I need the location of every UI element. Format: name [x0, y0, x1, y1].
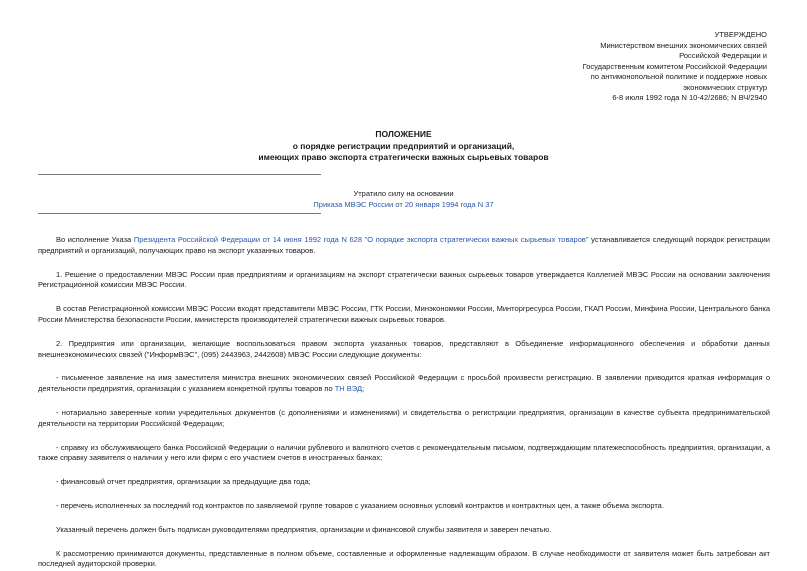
paragraph-2: 1. Решение о предоставлении МВЭС России прав предприятиям и организациям на экспорт стратегически важных сырьевых товаров утверждается Коллегией МВЭС России на основании заключения Регистрационной комиссии МВЭС России. — [38, 269, 770, 290]
paragraph-text: - письменное заявление на имя заместителя министра внешних экономических связей Российской Федерации с просьбой произвести регистрацию. В заявлении приводится краткая информация о деятельности предприятия, организации с указанием конкретной группы товаров по — [38, 373, 770, 394]
document-title — [0, 129, 807, 164]
paragraph-7: - справку из обслуживающего банка Российской Федерации о наличии рублевого и валютного счетов с рекомендательным письмом, подтверждающим платежеспособность предприятия, организации, а также справку заявителя о наличии у него или фирм с его участием счетов в иностранных банках; — [38, 442, 770, 463]
approval-line: экономических структур — [683, 82, 767, 92]
document-body — [38, 235, 770, 570]
approval-title: УТВЕРЖДЕНО — [714, 30, 767, 39]
decree-link[interactable]: Президента Российской Федерации от 14 июня 1992 года N 628 "О порядке экспорта стратегически важных сырьевых товаров" — [133, 235, 589, 244]
paragraph-text: ; — [362, 384, 365, 394]
approval-line: Российской Федерации и — [679, 51, 767, 60]
title-line-1: ПОЛОЖЕНИЕ — [375, 129, 432, 139]
divider-bottom — [38, 213, 321, 214]
approval-block — [547, 30, 767, 104]
approval-line: по антимонопольной политике и поддержке новых — [590, 72, 767, 81]
title-line-3: имеющих право экспорта стратегически важных сырьевых товаров — [258, 152, 549, 162]
paragraph-6: - нотариально заверенные копии учредительных документов (с дополнениями и изменениями) и свидетельства о регистрации предприятия, организации в качестве субъекта предпринимательской деятельности на территории Российской Федерации; — [38, 407, 770, 428]
title-line-2: о порядке регистрации предприятий и организаций, — [292, 140, 515, 151]
paragraph-text: Во исполнение Указа — [56, 235, 134, 244]
approval-line: Государственным комитетом Российской Федерации — [582, 61, 767, 71]
paragraph-8: - финансовый отчет предприятия, организации за предыдущие два года; — [56, 477, 311, 487]
paragraph-10: Указанный перечень должен быть подписан руководителями предприятия, организации и финансовой службы заявителя и заверен печатью. — [56, 524, 552, 534]
status-note — [0, 188, 807, 210]
paragraph-11: К рассмотрению принимаются документы, представленные в полном объеме, составленные и оформленные надлежащим образом. В случае необходимости от заявителя может быть затребован акт последней аудиторской проверки. — [38, 548, 770, 569]
status-link[interactable]: Приказа МВЭС России от 20 января 1994 года N 37 — [313, 200, 494, 209]
paragraph-3: В состав Регистрационной комиссии МВЭС России входят представители МВЭС России, ГТК России, Минэкономики России, Минторгресурса России, ГКАП России, Минфина России, Центрального банка России Министерства безопасности России, министерств производителей стратегически важных сырьевых товаров. — [38, 304, 770, 324]
divider-top — [38, 174, 321, 175]
status-line: Утратило силу на основании — [353, 189, 454, 198]
paragraph-1 — [38, 235, 770, 257]
approval-line: 6-8 июля 1992 года N 10-42/2686; N ВЧ/2940 — [612, 93, 767, 102]
paragraph-4: 2. Предприятия или организации, желающие воспользоваться правом экспорта указанных товаров, представляют в Объединение информационного обеспечения и обработки данных внешнеэкономических связей ("ИнформВЭС", (095) 2443963, 2442608) МВЭС России следующие документы: — [38, 338, 770, 359]
paragraph-5 — [38, 373, 770, 395]
tn-ved-link[interactable]: ТН ВЭД — [334, 384, 363, 394]
approval-line: Министерством внешних экономических связей — [600, 40, 767, 50]
paragraph-text: устанавливается следующий порядок регистрации предприятий и организаций, получающих право на экспорт указанных товаров. — [38, 235, 770, 255]
paragraph-9: - перечень исполненных за последний год контрактов по заявляемой группе товаров с указанием основных условий контрактов и контрактных цен, а также объема экспорта. — [56, 500, 664, 510]
